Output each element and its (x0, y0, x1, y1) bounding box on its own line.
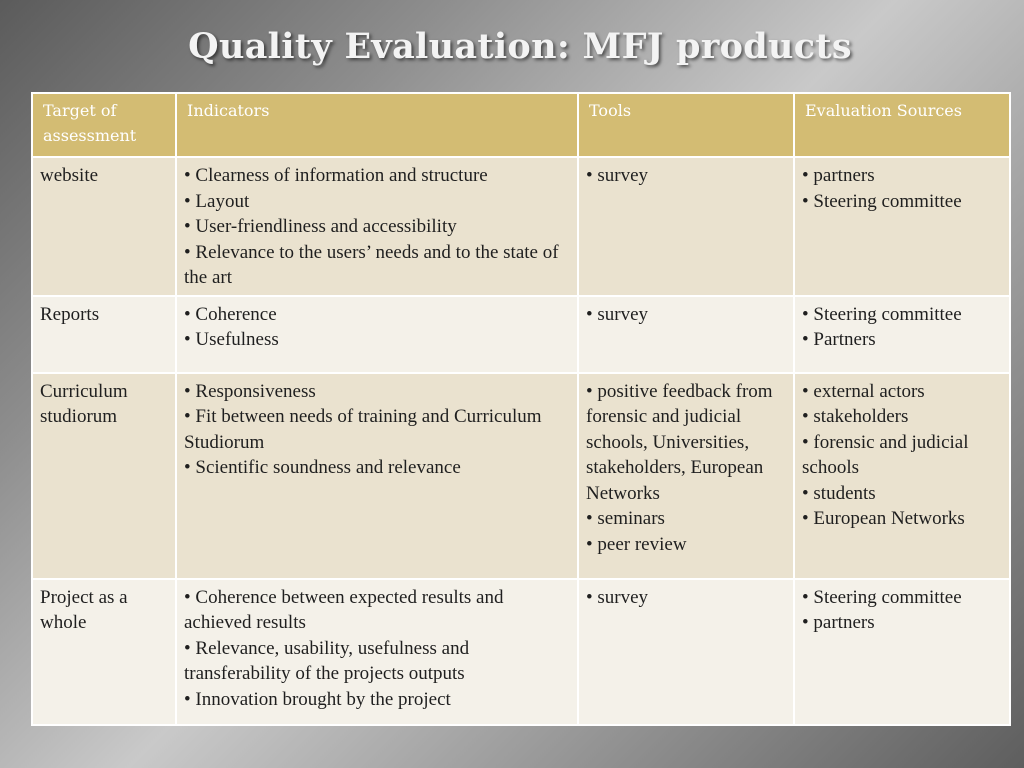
indicators-cell (176, 157, 578, 296)
tool-item: • survey (586, 586, 649, 608)
table-row (32, 579, 1010, 725)
header-indicators: Indicators (176, 93, 578, 157)
sources-cell (794, 373, 1010, 579)
header-target: Target of assessment (32, 93, 176, 157)
indicator-item: • Clearness of information and structure (184, 165, 488, 186)
header-sources: Evaluation Sources (794, 93, 1010, 157)
indicators-cell (176, 579, 578, 725)
source-item: • Partners (802, 329, 876, 350)
source-item: • students (802, 482, 876, 504)
indicators-cell (176, 373, 578, 579)
indicator-item: • Fit between needs of training and Curriculum Studiorum (184, 406, 542, 453)
tool-item: • survey (586, 303, 649, 325)
source-item: • forensic and judicial schools (802, 431, 969, 478)
tool-item: • peer review (586, 533, 687, 555)
indicator-item: • Relevance to the users’ needs and to the state of the art (184, 241, 559, 288)
indicator-item: • Coherence (184, 303, 277, 325)
source-item: • partners (802, 165, 875, 186)
source-item: • partners (802, 612, 875, 633)
tool-item: • positive feedback from forensic and judicial schools, Universities, stakeholders, European Networks (586, 380, 773, 504)
sources-cell (794, 296, 1010, 373)
slide-title: Quality Evaluation: MFJ products (188, 26, 852, 67)
tool-item: • seminars (586, 508, 665, 529)
source-item: • external actors (802, 380, 925, 402)
indicator-item: • Relevance, usability, usefulness and transferability of the projects outputs (184, 637, 470, 684)
tools-cell (578, 157, 794, 296)
indicator-item: • Responsiveness (184, 380, 316, 402)
target-cell: Project as a whole (32, 579, 176, 725)
indicators-cell (176, 296, 578, 373)
indicator-item: • User-friendliness and accessibility (184, 216, 457, 237)
indicator-item: • Innovation brought by the project (184, 688, 451, 710)
indicator-item: • Scientific soundness and relevance (184, 457, 461, 478)
table-row (32, 157, 1010, 296)
indicator-item: • Layout (184, 190, 250, 212)
source-item: • Steering committee (802, 303, 962, 325)
evaluation-table (31, 92, 1011, 726)
target-cell: Reports (32, 296, 176, 373)
tool-item: • survey (586, 165, 649, 186)
tools-cell (578, 296, 794, 373)
sources-cell (794, 579, 1010, 725)
target-cell: website (32, 157, 176, 296)
source-item: • Steering committee (802, 586, 962, 608)
source-item: • stakeholders (802, 406, 909, 427)
tools-cell (578, 579, 794, 725)
sources-cell (794, 157, 1010, 296)
indicator-item: • Coherence between expected results and achieved results (184, 586, 504, 633)
table-row (32, 296, 1010, 373)
target-cell: Curriculum studiorum (32, 373, 176, 579)
source-item: • Steering committee (802, 190, 962, 212)
table-row (32, 373, 1010, 579)
tools-cell (578, 373, 794, 579)
header-tools: Tools (578, 93, 794, 157)
source-item: • European Networks (802, 508, 965, 529)
header-row (32, 93, 1010, 157)
indicator-item: • Usefulness (184, 329, 279, 350)
